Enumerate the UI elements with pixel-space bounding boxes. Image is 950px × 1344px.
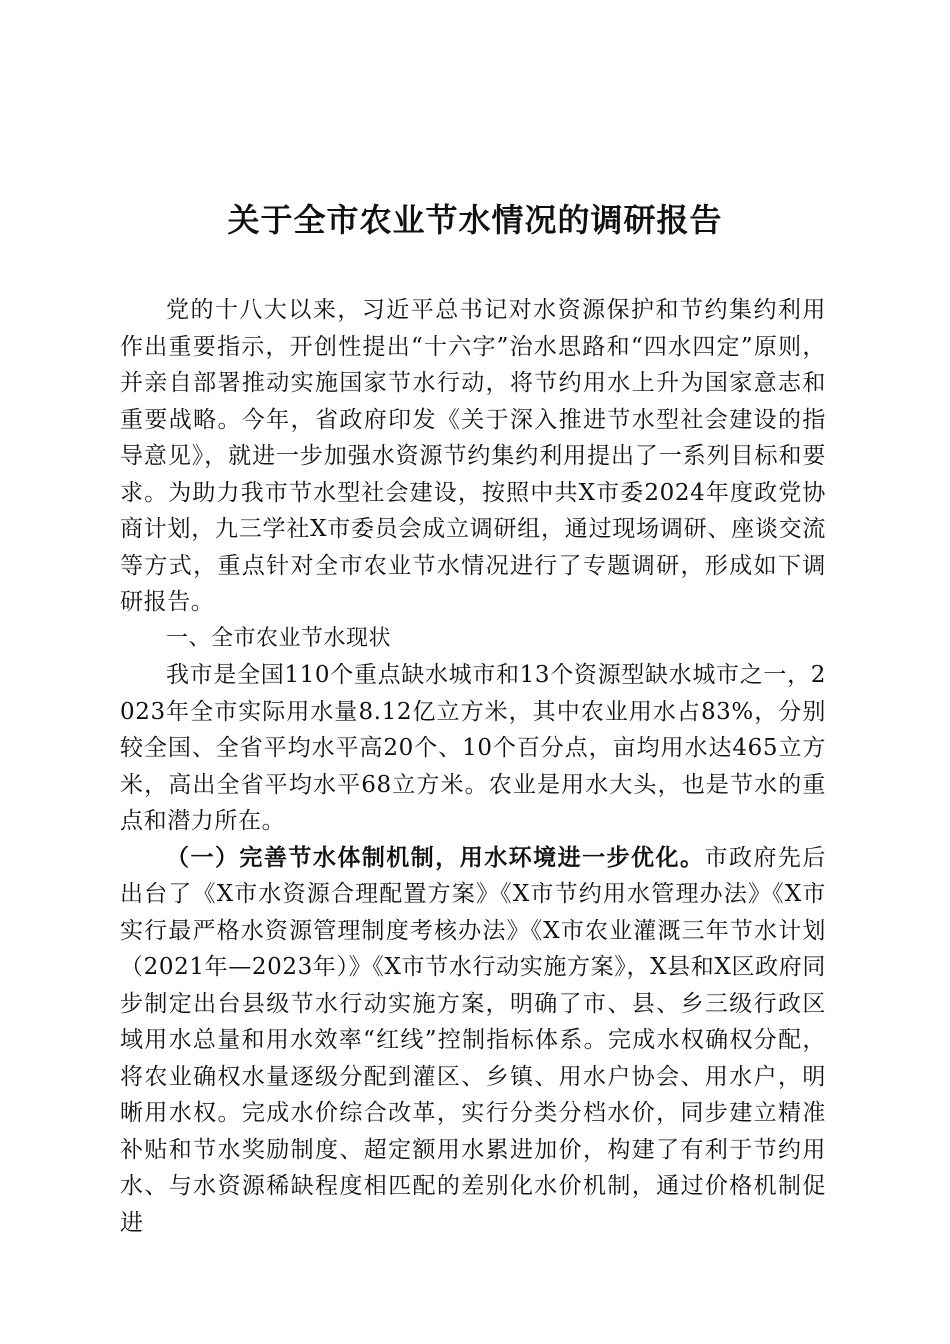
intro-paragraph: 党的十八大以来，习近平总书记对水资源保护和节约集约利用作出重要指示，开创性提出“十六字”治水思路和“四水四定”原则，并亲自部署推动实施国家节水行动，将节约用水上升为国家意志和重要战略。今年，省政府印发《关于深入推进节水型社会建设的指导意见》，就进一步加强水资源节约集约利用提出了一系列目标和要求。为助力我市节水型社会建设，按照中共X市委2024年度政党协商计划，九三学社X市委员会成立调研组，通过现场调研、座谈交流等方式，重点针对全市农业节水情况进行了专题调研，形成如下调研报告。 bbox=[120, 297, 826, 615]
subsection-body-text: 市政府先后出台了《X市水资源合理配置方案》《X市节约用水管理办法》《X市实行最严格水资源管理制度考核办法》《X市农业灌溉三年节水计划（2021年—2023年）》《X市节水行动实施方案》，X县和X区政府同步制定出台县级节水行动实施方案，明确了市、县、乡三级行政区域用水总量和用水效率“红线”控制指标体系。完成水权确权分配，将农业确权水量逐级分配到灌区、乡镇、用水户协会、用水户，明晰用水权。完成水价综合改革，实行分类分档水价，同步建立精准补贴和节水奖励制度、超定额用水累进加价，构建了有利于节约用水、与水资源稀缺程度相匹配的差别化水价机制，通过价格机制促进 bbox=[120, 844, 827, 1236]
document-body bbox=[120, 292, 826, 1241]
section-status-paragraph: 我市是全国110个重点缺水城市和13个资源型缺水城市之一，2023年全市实际用水量8.12亿立方米，其中农业用水占83%，分别较全国、全省平均水平高20个、10个百分点，亩均用水达465立方米，高出全省平均水平68立方米。农业是用水大头，也是节水的重点和潜力所在。 bbox=[120, 662, 826, 834]
subsection-mechanism-paragraph bbox=[120, 840, 826, 1242]
section-heading-current-status: 一、全市农业节水现状 bbox=[166, 625, 392, 651]
subsection-lead-text: （一）完善节水体制机制，用水环境进一步优化。 bbox=[166, 843, 705, 871]
document-title: 关于全市农业节水情况的调研报告 bbox=[227, 201, 723, 239]
